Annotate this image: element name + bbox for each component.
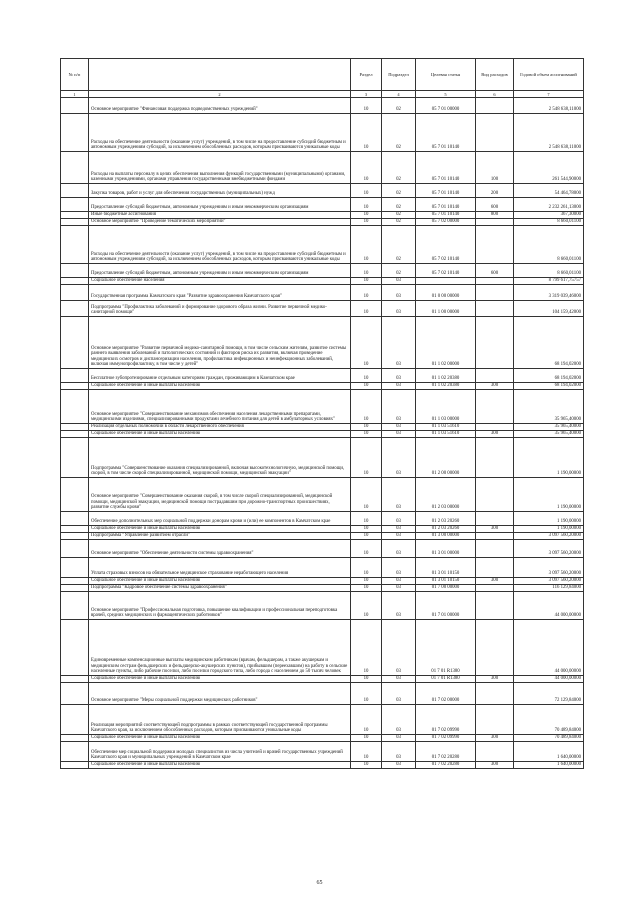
row-amount: 3 097 560,20000	[514, 540, 584, 558]
row-razdel: 10	[351, 212, 382, 219]
row-number-cell	[61, 762, 89, 769]
row-expense-type	[476, 438, 514, 478]
row-razdel: 10	[351, 742, 382, 762]
row-amount: 8 660,01100	[514, 219, 584, 226]
row-amount: 70 489,84000	[514, 705, 584, 735]
table-row	[61, 620, 584, 676]
row-razdel: 10	[351, 762, 382, 769]
row-target-article: 05 7 01 00000	[416, 98, 476, 114]
row-podrazdel: 03	[382, 592, 416, 620]
row-razdel: 10	[351, 219, 382, 226]
row-podrazdel: 02	[382, 98, 416, 114]
column-number: 4	[382, 91, 416, 98]
budget-table	[60, 58, 584, 769]
row-name: Расходы на обеспечение деятельности (оказание услуг) учреждений, в том числе на предоставление субсидий бюджетным и автономным учреждениям субсидий, за исключением обособленных расходов, которым присваиваются уникальные коды	[89, 114, 351, 152]
row-target-article: 05 7 02 10140	[416, 226, 476, 264]
table-row	[61, 735, 584, 742]
row-name: Расходы на обеспечение деятельности (оказание услуг) учреждений, в том числе на предоставление субсидий бюджетным и автономным учреждениям субсидий, за исключением обособленных расходов, которым присваиваются уникальные коды	[89, 226, 351, 264]
row-expense-type: 300	[476, 578, 514, 585]
row-target-article: 01 3 01 00000	[416, 540, 476, 558]
row-name: Предоставление субсидий бюджетным, автономным учреждениям и иным некоммерческим организациям	[89, 264, 351, 278]
row-podrazdel: 03	[382, 735, 416, 742]
row-name: Социальное обеспечение и иные выплаты населению	[89, 676, 351, 683]
row-razdel: 10	[351, 390, 382, 424]
row-amount: 68 194,02000	[514, 369, 584, 383]
row-amount: 104 159,42000	[514, 301, 584, 317]
row-razdel: 10	[351, 438, 382, 478]
row-target-article	[416, 278, 476, 285]
row-podrazdel: 03	[382, 285, 416, 301]
row-podrazdel: 03	[382, 278, 416, 285]
row-name: Социальное обеспечение и иные выплаты населению	[89, 383, 351, 390]
row-expense-type	[476, 512, 514, 526]
row-target-article: 05 7 02 10140	[416, 264, 476, 278]
table-row	[61, 526, 584, 533]
row-number-cell	[61, 683, 89, 705]
row-expense-type: 300	[476, 526, 514, 533]
row-name: Иные бюджетные ассигнования	[89, 212, 351, 219]
row-target-article: 01 7 02 20280	[416, 742, 476, 762]
row-razdel: 10	[351, 264, 382, 278]
row-razdel: 10	[351, 585, 382, 592]
table-row	[61, 585, 584, 592]
table-row	[61, 390, 584, 424]
row-amount: 3 319 039,46000	[514, 285, 584, 301]
row-number-cell	[61, 184, 89, 198]
table-row	[61, 592, 584, 620]
column-number: 5	[416, 91, 476, 98]
row-podrazdel: 02	[382, 264, 416, 278]
row-target-article: 01 1 02 20380	[416, 383, 476, 390]
row-name: Подпрограмма "Управление развитием отрасли"	[89, 533, 351, 540]
row-number-cell	[61, 676, 89, 683]
table-row	[61, 184, 584, 198]
row-name: Социальное обеспечение и иные выплаты населению	[89, 735, 351, 742]
row-amount: 367,30000	[514, 212, 584, 219]
row-number-cell	[61, 198, 89, 212]
row-number-cell	[61, 735, 89, 742]
table-body	[61, 98, 584, 769]
row-amount: 8 660,01100	[514, 226, 584, 264]
row-name: Основное мероприятие "Развитие первичной медико-санитарной помощи, в том числе сельским жителям, развитие системы раннего выявления заболеваний и патологических состояний и факторов риска их развития, включая проведение медицинских осмотров и диспансеризации населения, профилактика инфекционных и неинфекционных заболеваний, включая иммунопрофилактику, в том числе у детей"	[89, 317, 351, 369]
table-row	[61, 438, 584, 478]
header-number: № п/п	[61, 59, 89, 91]
row-name: Основное мероприятие "Профессиональная подготовка, повышение квалификации и профессиональная переподготовка врачей, средних медицинских и фармацевтических работников"	[89, 592, 351, 620]
row-target-article: 01 7 01 00000	[416, 592, 476, 620]
row-target-article: 01 7 01 R1380	[416, 676, 476, 683]
row-expense-type	[476, 592, 514, 620]
row-amount: 54 464,78000	[514, 184, 584, 198]
row-amount: 70 489,84000	[514, 735, 584, 742]
row-number-cell	[61, 585, 89, 592]
table-row	[61, 383, 584, 390]
row-podrazdel: 03	[382, 424, 416, 431]
row-number-cell	[61, 512, 89, 526]
row-expense-type: 200	[476, 184, 514, 198]
row-expense-type	[476, 683, 514, 705]
row-name: Основное мероприятие "Меры социальной поддержки медицинских работников"	[89, 683, 351, 705]
row-amount: 3 097 560,20000	[514, 578, 584, 585]
row-razdel: 10	[351, 705, 382, 735]
row-name: Социальное обеспечение и иные выплаты населению	[89, 578, 351, 585]
row-name: Реализация мероприятий соответствующей подпрограммы в рамках соответствующей государственной программы Камчатского края, за исключением обособленных расходов, которым присваиваются уникальные коды	[89, 705, 351, 735]
table-row	[61, 264, 584, 278]
row-target-article: 01 1 03 51610	[416, 431, 476, 438]
table-row	[61, 369, 584, 383]
row-podrazdel: 02	[382, 114, 416, 152]
row-podrazdel: 03	[382, 585, 416, 592]
row-podrazdel: 03	[382, 540, 416, 558]
table-row	[61, 152, 584, 184]
column-number: 7	[514, 91, 584, 98]
row-expense-type	[476, 390, 514, 424]
table-row	[61, 478, 584, 512]
row-number-cell	[61, 620, 89, 676]
header-row	[61, 59, 584, 91]
row-razdel: 10	[351, 114, 382, 152]
header-razdel: Раздел	[351, 59, 382, 91]
row-razdel: 10	[351, 478, 382, 512]
row-podrazdel: 03	[382, 742, 416, 762]
row-name: Подпрограмма "Профилактика заболеваний и формирование здорового образа жизни. Развитие первичной медико-санитарной помощи"	[89, 301, 351, 317]
row-razdel: 10	[351, 301, 382, 317]
row-expense-type	[476, 558, 514, 578]
row-podrazdel: 03	[382, 301, 416, 317]
table-row	[61, 198, 584, 212]
row-number-cell	[61, 558, 89, 578]
row-podrazdel: 03	[382, 478, 416, 512]
row-name: Подпрограмма "Кадровое обеспечение системы здравоохранения"	[89, 585, 351, 592]
table-row	[61, 558, 584, 578]
row-expense-type	[476, 533, 514, 540]
row-name: Социальное обеспечение и иные выплаты населению	[89, 526, 351, 533]
row-podrazdel: 03	[382, 431, 416, 438]
column-number: 3	[351, 91, 382, 98]
row-target-article: 05 7 01 10140	[416, 212, 476, 219]
row-podrazdel: 03	[382, 620, 416, 676]
row-expense-type	[476, 540, 514, 558]
row-amount: 35 965,40000	[514, 431, 584, 438]
row-podrazdel: 03	[382, 526, 416, 533]
row-target-article: 05 7 01 10140	[416, 184, 476, 198]
row-target-article: 01 2 03 00000	[416, 478, 476, 512]
row-number-cell	[61, 705, 89, 735]
row-amount: 68 194,02000	[514, 317, 584, 369]
row-name: Основное мероприятие "Совершенствование оказания скорой, в том числе скорой специализированной, медицинской помощи, медицинской эвакуации, медицинской помощи пострадавшим при дорожно-транспортных происшествиях, развитие службы крови"	[89, 478, 351, 512]
header-expense-type: Вид расходов	[476, 59, 514, 91]
row-podrazdel: 03	[382, 369, 416, 383]
row-expense-type	[476, 742, 514, 762]
row-name: Обеспечение дополнительных мер социальной поддержки донорам крови и (или) ее компонентов в Камчатском крае	[89, 512, 351, 526]
row-expense-type	[476, 585, 514, 592]
row-amount: 1 190,00000	[514, 438, 584, 478]
row-expense-type: 300	[476, 383, 514, 390]
row-target-article: 01 3 01 10150	[416, 558, 476, 578]
row-razdel: 10	[351, 152, 382, 184]
row-razdel: 10	[351, 226, 382, 264]
row-expense-type	[476, 317, 514, 369]
table-row	[61, 219, 584, 226]
row-podrazdel: 02	[382, 198, 416, 212]
row-podrazdel: 03	[382, 762, 416, 769]
table-row	[61, 742, 584, 762]
row-podrazdel: 03	[382, 683, 416, 705]
row-razdel: 10	[351, 683, 382, 705]
row-podrazdel: 03	[382, 512, 416, 526]
row-expense-type	[476, 478, 514, 512]
row-target-article: 05 7 01 10140	[416, 114, 476, 152]
row-expense-type: 300	[476, 431, 514, 438]
row-podrazdel: 03	[382, 578, 416, 585]
table-row	[61, 114, 584, 152]
row-number-cell	[61, 212, 89, 219]
row-expense-type	[476, 226, 514, 264]
row-razdel: 10	[351, 620, 382, 676]
table-row	[61, 424, 584, 431]
row-number-cell	[61, 98, 89, 114]
table-row	[61, 278, 584, 285]
row-razdel: 10	[351, 317, 382, 369]
table-row	[61, 212, 584, 219]
row-razdel: 10	[351, 383, 382, 390]
row-target-article: 01 3 01 10150	[416, 578, 476, 585]
row-name: Обеспечение мер социальной поддержки молодых специалистов из числа учителей и врачей государственных учреждений Камчатского края и муниципальных учреждений в Камчатском крае	[89, 742, 351, 762]
header-amount: Годовой объем ассигнований	[514, 59, 584, 91]
row-number-cell	[61, 219, 89, 226]
row-amount: 35 965,40000	[514, 424, 584, 431]
row-razdel: 10	[351, 512, 382, 526]
row-amount: 2 548 638,11000	[514, 114, 584, 152]
row-expense-type: 300	[476, 735, 514, 742]
row-expense-type	[476, 98, 514, 114]
row-number-cell	[61, 526, 89, 533]
row-expense-type	[476, 278, 514, 285]
row-target-article: 01 1 03 51610	[416, 424, 476, 431]
row-amount: 3 097 560,20000	[514, 558, 584, 578]
row-amount: 261 544,90000	[514, 152, 584, 184]
table-row	[61, 98, 584, 114]
row-target-article: 01 0 00 00000	[416, 285, 476, 301]
row-number-cell	[61, 285, 89, 301]
column-number: 2	[89, 91, 351, 98]
row-target-article: 01 7 02 00000	[416, 683, 476, 705]
row-expense-type: 600	[476, 264, 514, 278]
row-name: Основное мероприятие "Обеспечение деятельности системы здравоохранения"	[89, 540, 351, 558]
row-razdel: 10	[351, 278, 382, 285]
row-name: Бесплатное зубопротезирование отдельным категориям граждан, проживающим в Камчатском крае	[89, 369, 351, 383]
row-name: Основное мероприятие "Проведение тематических мероприятий"	[89, 219, 351, 226]
row-name: Реализация отдельных полномочий в области лекарственного обеспечения	[89, 424, 351, 431]
row-amount: 3 097 560,20000	[514, 533, 584, 540]
row-amount: 1 190,00000	[514, 512, 584, 526]
row-razdel: 10	[351, 558, 382, 578]
row-number-cell	[61, 264, 89, 278]
row-expense-type: 600	[476, 198, 514, 212]
row-name: Единовременные компенсационные выплаты медицинским работникам (врачам, фельдшерам, а также акушеркам и медицинским сестрам фельдшерских и фельдшерско-акушерских пунктов), прибывшим (переехавшим) на работу в сельские населенные пункты, либо рабочие поселки, либо поселки городского типа, либо города с населением до 50 тысяч человек	[89, 620, 351, 676]
row-expense-type	[476, 114, 514, 152]
row-number-cell	[61, 383, 89, 390]
row-target-article: 01 2 00 00000	[416, 438, 476, 478]
row-podrazdel: 02	[382, 184, 416, 198]
row-amount: 2 548 638,11000	[514, 98, 584, 114]
row-razdel: 10	[351, 540, 382, 558]
row-target-article: 01 2 03 20260	[416, 526, 476, 533]
table-row	[61, 431, 584, 438]
row-podrazdel: 02	[382, 152, 416, 184]
row-number-cell	[61, 540, 89, 558]
table-row	[61, 676, 584, 683]
row-target-article: 01 1 02 20380	[416, 369, 476, 383]
row-razdel: 10	[351, 98, 382, 114]
row-razdel: 10	[351, 431, 382, 438]
row-amount: 72 129,84000	[514, 683, 584, 705]
page-number: 65	[316, 880, 323, 886]
row-number-cell	[61, 592, 89, 620]
row-name: Подпрограмма "Совершенствование оказания специализированной, включая высокотехнологичную, медицинской помощи, скорой, в том числе скорой специализированной, медицинской помощи, медицинской эвакуации"	[89, 438, 351, 478]
row-expense-type: 800	[476, 212, 514, 219]
row-razdel: 10	[351, 424, 382, 431]
row-expense-type	[476, 285, 514, 301]
row-number-cell	[61, 114, 89, 152]
row-number-cell	[61, 438, 89, 478]
table-row	[61, 683, 584, 705]
row-razdel: 10	[351, 578, 382, 585]
row-podrazdel: 03	[382, 705, 416, 735]
row-podrazdel: 03	[382, 383, 416, 390]
row-razdel: 10	[351, 184, 382, 198]
row-amount: 8 660,01100	[514, 264, 584, 278]
row-number-cell	[61, 578, 89, 585]
row-amount: 1 190,00000	[514, 526, 584, 533]
row-podrazdel: 03	[382, 390, 416, 424]
row-expense-type	[476, 620, 514, 676]
table-row	[61, 512, 584, 526]
row-target-article: 01 7 02 20280	[416, 762, 476, 769]
row-number-cell	[61, 369, 89, 383]
row-amount: 44 000,00000	[514, 676, 584, 683]
header-name	[89, 59, 351, 91]
header-podrazdel: Подраздел	[382, 59, 416, 91]
row-expense-type	[476, 705, 514, 735]
row-name: Основное мероприятие "Совершенствование механизмов обеспечения населения лекарственными препаратами, медицинскими изделиями, специализированными продуктами лечебного питания для детей в амбулаторных условиях"	[89, 390, 351, 424]
row-name: Предоставление субсидий бюджетным, автономным учреждениям и иным некоммерческим организациям	[89, 198, 351, 212]
row-razdel: 10	[351, 526, 382, 533]
row-podrazdel: 02	[382, 226, 416, 264]
row-number-cell	[61, 424, 89, 431]
table-row	[61, 285, 584, 301]
row-number-cell	[61, 278, 89, 285]
row-amount: 116 129,84000	[514, 585, 584, 592]
row-podrazdel: 02	[382, 219, 416, 226]
row-name: Социальное обеспечение и иные выплаты населению	[89, 762, 351, 769]
row-amount: 1 640,00000	[514, 762, 584, 769]
column-number: 1	[61, 91, 89, 98]
row-number-cell	[61, 226, 89, 264]
table-row	[61, 317, 584, 369]
row-razdel: 10	[351, 533, 382, 540]
row-razdel: 10	[351, 285, 382, 301]
row-name: Закупка товаров, работ и услуг для обеспечения государственных (муниципальных) нужд	[89, 184, 351, 198]
row-expense-type	[476, 301, 514, 317]
table-row	[61, 540, 584, 558]
row-target-article: 01 7 02 09990	[416, 705, 476, 735]
row-expense-type	[476, 424, 514, 431]
table-row	[61, 762, 584, 769]
row-expense-type: 300	[476, 762, 514, 769]
row-amount: 35 965,40000	[514, 390, 584, 424]
row-target-article: 01 1 00 00000	[416, 301, 476, 317]
row-amount: 2 232 261,13000	[514, 198, 584, 212]
row-number-cell	[61, 533, 89, 540]
row-amount: 44 000,00000	[514, 620, 584, 676]
row-expense-type	[476, 369, 514, 383]
row-name: Основное мероприятие "Финансовая поддержка подведомственных учреждений"	[89, 98, 351, 114]
row-amount: 68 194,02000	[514, 383, 584, 390]
table-row	[61, 533, 584, 540]
row-name: Социальное обеспечение и иные выплаты населению	[89, 431, 351, 438]
row-target-article: 01 7 00 00000	[416, 585, 476, 592]
row-number-cell	[61, 478, 89, 512]
row-target-article: 05 7 01 10140	[416, 152, 476, 184]
row-target-article: 01 1 03 00000	[416, 390, 476, 424]
row-podrazdel: 03	[382, 317, 416, 369]
row-podrazdel: 03	[382, 533, 416, 540]
header-target-article: Целевая статья	[416, 59, 476, 91]
row-amount: 44 000,00000	[514, 592, 584, 620]
row-podrazdel: 03	[382, 438, 416, 478]
row-name: Социальное обеспечение населения	[89, 278, 351, 285]
row-target-article: 05 7 02 00000	[416, 219, 476, 226]
row-number-cell	[61, 431, 89, 438]
row-razdel: 10	[351, 592, 382, 620]
row-amount: 1 640,00000	[514, 742, 584, 762]
row-expense-type: 100	[476, 152, 514, 184]
row-target-article: 01 3 00 00000	[416, 533, 476, 540]
row-razdel: 10	[351, 676, 382, 683]
row-expense-type	[476, 219, 514, 226]
row-target-article: 05 7 01 10140	[416, 198, 476, 212]
row-number-cell	[61, 390, 89, 424]
column-number: 6	[476, 91, 514, 98]
table-row	[61, 301, 584, 317]
row-number-cell	[61, 742, 89, 762]
row-target-article: 01 1 02 00000	[416, 317, 476, 369]
row-number-cell	[61, 152, 89, 184]
row-number-cell	[61, 317, 89, 369]
row-target-article: 01 7 02 09990	[416, 735, 476, 742]
row-amount: 1 190,00000	[514, 478, 584, 512]
row-podrazdel: 03	[382, 676, 416, 683]
row-podrazdel: 02	[382, 212, 416, 219]
row-podrazdel: 03	[382, 558, 416, 578]
row-target-article: 01 2 03 20260	[416, 512, 476, 526]
table-row	[61, 705, 584, 735]
row-amount: 8 799 617,75757	[514, 278, 584, 285]
row-razdel: 10	[351, 369, 382, 383]
row-razdel: 10	[351, 735, 382, 742]
table-row	[61, 226, 584, 264]
row-name: Уплата страховых взносов на обязательное медицинское страхование неработающего населения	[89, 558, 351, 578]
row-razdel: 10	[351, 198, 382, 212]
row-number-cell	[61, 301, 89, 317]
table-row	[61, 578, 584, 585]
column-number-row	[61, 91, 584, 98]
row-target-article: 01 7 01 R1380	[416, 620, 476, 676]
row-name: Государственная программа Камчатского края "Развитие здравоохранения Камчатского края"	[89, 285, 351, 301]
row-name: Расходы на выплаты персоналу в целях обеспечения выполнения функций государственными (муниципальными) органами, казенными учреждениями, органами управления государственными внебюджетными фондами	[89, 152, 351, 184]
row-expense-type: 300	[476, 676, 514, 683]
